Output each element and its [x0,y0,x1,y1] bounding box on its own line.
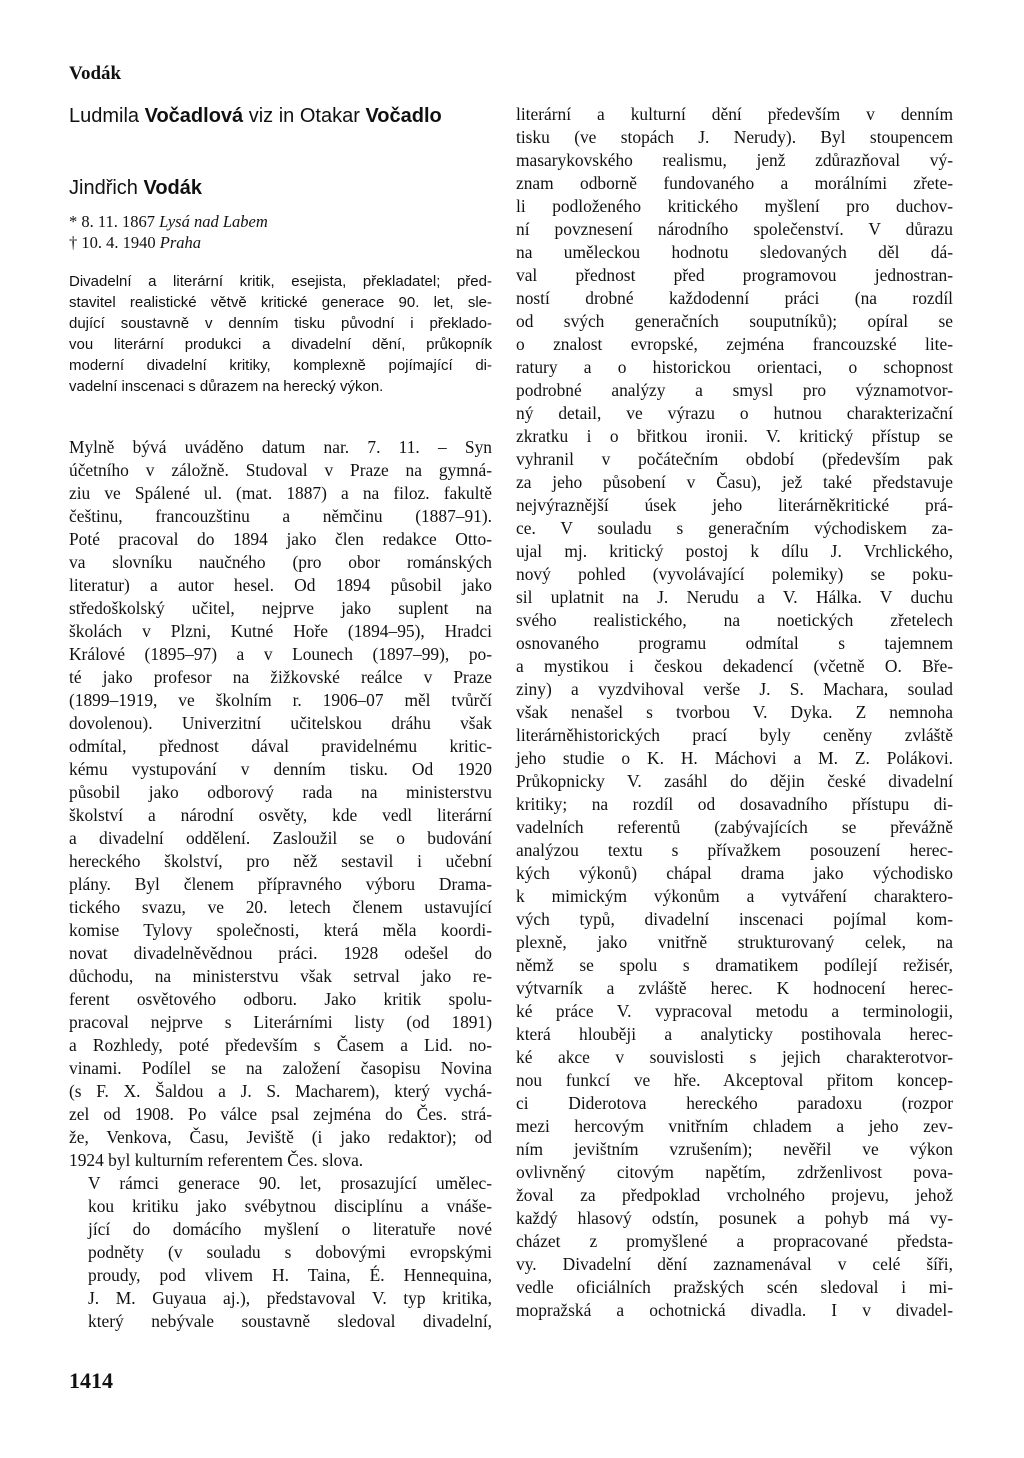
birth-place: Lysá nad Labem [159,212,268,231]
text-line: ké akce v souvislosti s jejich charakterotvor- [516,1047,953,1067]
right-column [516,103,953,1322]
text-line: ziu ve Spálené ul. (mat. 1887) a na filoz. fakultě [69,483,492,503]
text-line: nejvýraznější úsek jeho literárněkritické prá- [516,495,953,515]
text-line: J. M. Guyaua aj.), představoval V. typ kritika, [88,1288,492,1308]
text-line: plexně, jako vnitřně strukturovaný celek, na [516,932,953,952]
text-line: k mimickým výkonům a vytváření charaktero- [516,886,953,906]
text-line: pracoval nejprve s Literárními listy (od 1891) [69,1012,492,1032]
text-line: ké práce V. vypracoval metodu a terminologii, [516,1001,953,1021]
text-line: osnovaného programu odmítal s tajemnem [516,633,953,653]
text-line: kritiky; na rozdíl od dosavadního přístupu di- [516,794,953,814]
text-line: však nenašel s tvorbou V. Dyka. Z nemnoha [516,702,953,722]
text-line: češtinu, francouzštinu a němčinu (1887–91). [69,506,492,526]
text-line: ferent osvětového odboru. Jako kritik spolu- [69,989,492,1009]
text-line: ziny) a vyzdvihoval verše J. S. Machara, soulad [516,679,953,699]
text-line: nový pohled (vyvolávající polemiky) se poku- [516,564,953,584]
text-line: masarykovského realismu, jenž zdůrazňoval vý- [516,150,953,170]
death-mark: † [69,233,82,252]
death-date: 10. 4. 1940 [81,233,160,252]
entry-dates [69,211,492,253]
cross-reference [69,103,492,129]
text-line: jeho studie o K. H. Máchovi a M. Z. Polákovi. [516,748,953,768]
text-line: ním jevištním vzrušením); nevěřil ve výkon [516,1139,953,1159]
left-column [69,103,492,1333]
text-line: moderní divadelní kritiky, komplexně pojímající di- [69,357,492,374]
text-line: důchodu, na ministerstvu však setrval jako re- [69,966,492,986]
text-line: svého realistického, na noetických zřetelech [516,610,953,630]
entry-surname: Vodák [143,177,203,199]
text-line: vých typů, divadelní inscenaci pojímal kom- [516,909,953,929]
text-line: cházet z promyšlené a propracované předsta- [516,1231,953,1251]
text-line: na uměleckou hodnotu sledovaných děl dá- [516,242,953,262]
critique-paragraph-start [69,1172,492,1333]
text-line: hereckého školství, pro něž sestavil i učební [69,851,492,871]
text-line: tického svazu, ve 20. letech členem ustavující [69,897,492,917]
text-line: kých výkonů) chápal drama jako východisko [516,863,953,883]
text-line: literární a kulturní dění především v denním [516,104,953,124]
text-line: proudy, pod vlivem H. Taina, É. Hennequina, [88,1265,492,1285]
text-line: němž se spolu s dramatikem podílejí režisér, [516,955,953,975]
text-line: mopražská a ochotnická divadla. I v divadel- [516,1300,953,1320]
text-line: literatur) a autor hesel. Od 1894 působil jako [69,575,492,595]
text-line: sil uplatnit na J. Nerudu a V. Hálka. V duchu [516,587,953,607]
text-line: jící do domácího myšlení o literatuře nové [88,1219,492,1239]
text-line: která hlouběji a analyticky postihovala herec- [516,1024,953,1044]
text-line: který nebývale soustavně sledoval divadelní, [88,1311,492,1331]
text-line: dovolenou). Univerzitní učitelskou dráhu však [69,713,492,733]
text-line: ovlivněný citovým napětím, zdrženlivost pova- [516,1162,953,1182]
text-line: za jeho působení v Času), jež také představuje [516,472,953,492]
ref-target-surname: Vočadlo [365,105,442,127]
text-line: vadelní inscenaci s důrazem na herecký výkon. [69,378,384,395]
text-line: komise Tylovy společnosti, která měla koordi- [69,920,492,940]
text-line: tisku (ve stopách J. Nerudy). Byl stoupencem [516,127,953,147]
ref-middle: viz in Otakar [243,105,366,127]
death-place: Praha [159,233,201,252]
running-head: Vodák [69,63,122,84]
text-line: literárněhistorických prací byly ceněny zvláště [516,725,953,745]
ref-first-name: Ludmila [69,105,145,127]
text-line: ratury a o historickou orientaci, o schopnost [516,357,953,377]
text-line: podněty (v souladu s dobovými evropskými [88,1242,492,1262]
text-line: podrobné analýzy a smysl pro významotvor- [516,380,953,400]
text-line: té jako profesor na žižkovské reálce v Praze [69,667,492,687]
text-line: mezi hercovým vnitřním chladem a jeho zev- [516,1116,953,1136]
text-line: Průkopnicky V. zasáhl do dějin české divadelní [516,771,953,791]
text-line: ujal mj. kritický postoj k dílu J. Vrchlického, [516,541,953,561]
text-line: nou funkcí ve hře. Akceptoval přitom koncep- [516,1070,953,1090]
text-line: zkratku i o břitkou ironii. V. kritický přístup se [516,426,953,446]
text-line: vedle oficiálních pražských scén sledoval i mi- [516,1277,953,1297]
text-line: žoval za předpoklad vrcholného projevu, jehož [516,1185,953,1205]
text-line: ce. V souladu s generačním východiskem za- [516,518,953,538]
text-line: školách v Plzni, Kutné Hoře (1894–95), Hradci [69,621,492,641]
text-line: Divadelní a literární kritik, esejista, překladatel; před- [69,273,492,290]
text-line: Mylně bývá uváděno datum nar. 7. 11. – Syn [69,437,492,457]
text-line: vinami. Podílel se na založení časopisu Novina [69,1058,492,1078]
text-line: kému vystupování v denním tisku. Od 1920 [69,759,492,779]
text-line: a mystikou i českou dekadencí (včetně O. Bře- [516,656,953,676]
text-line: stavitel realistické větvě kritické generace 90. let, sle- [69,294,492,311]
entry-headword [69,175,492,201]
text-line: analýzou textu s přívažkem posouzení herec- [516,840,953,860]
text-line: kou kritiku jako svébytnou disciplínu a vnáše- [88,1196,492,1216]
biography-paragraph [69,436,492,1172]
text-line: ností drobné každodenní práci (na rozdíl [516,288,953,308]
text-line: výtvarník a zvláště herec. K hodnocení herec- [516,978,953,998]
text-line: V rámci generace 90. let, prosazující umělec- [88,1173,492,1193]
text-line: zel od 1908. Po válce psal zejména do Čes. strá- [69,1104,492,1124]
text-line: vadelních referentů (zabývajících se převážně [516,817,953,837]
text-line: účetního v záložně. Studoval v Praze na gymná- [69,460,492,480]
text-line: (s F. X. Šaldou a J. S. Macharem), který vychá- [69,1081,492,1101]
text-line: školství a národní osvěty, kde vedl literární [69,805,492,825]
text-line: o znalost evropské, zejména francouzské lite- [516,334,953,354]
text-line: Králové (1895–97) a v Lounech (1897–99), po- [69,644,492,664]
text-line: vy. Divadelní dění zaznamenával v celé šíři, [516,1254,953,1274]
text-line: odmítal, přednost dával pravidelnému kritic- [69,736,492,756]
text-line: li podloženého kritického myšlení pro duchov- [516,196,953,216]
text-line: 1924 byl kulturním referentem Čes. slova. [69,1150,364,1170]
text-line: vou literární produkci a divadelní dění, průkopník [69,336,492,353]
text-line: že, Venkova, Času, Jeviště (i jako redaktor); od [69,1127,492,1147]
text-line: Poté pracoval do 1894 jako člen redakce Otto- [69,529,492,549]
text-line: znam odborně fundovaného a morálními zřete- [516,173,953,193]
entry-summary [69,271,492,397]
text-line: ný detail, ve výrazu o hutnou charakterizační [516,403,953,423]
text-line: ní povznesení národního společenství. V důrazu [516,219,953,239]
text-line: od svých generačních souputníků); opíral se [516,311,953,331]
text-line: val přednost před programovou jednostran- [516,265,953,285]
text-line: a divadelní oddělení. Zasloužil se o budování [69,828,492,848]
text-line: středoškolský učitel, nejprve jako suplent na [69,598,492,618]
text-line: působil jako odborový rada na ministerstvu [69,782,492,802]
entry-given-name: Jindřich [69,177,144,199]
text-line: (1899–1919, ve školním r. 1906–07 měl tvůrčí [69,690,492,710]
text-line: vyhranil v počátečním období (především pak [516,449,953,469]
critique-paragraph-continued [516,103,953,1322]
text-line: novat divadelněvědnou práci. 1928 odešel do [69,943,492,963]
birth-mark: * [69,212,82,231]
death-line [69,232,492,253]
text-line: dující soustavně v denním tisku původní i překlado- [69,315,492,332]
page-number: 1414 [69,1368,113,1393]
text-line: plány. Byl členem přípravného výboru Drama- [69,874,492,894]
text-line: a Rozhledy, poté především s Časem a Lid. no- [69,1035,492,1055]
ref-first-surname: Vočadlová [144,105,244,127]
text-line: va slovníku naučného (pro obor románských [69,552,492,572]
birth-date: 8. 11. 1867 [81,212,160,231]
text-line: ci Diderotova hereckého paradoxu (rozpor [516,1093,953,1113]
text-line: každý hlasový odstín, posunek a pohyb má vy- [516,1208,953,1228]
birth-line [69,211,492,232]
